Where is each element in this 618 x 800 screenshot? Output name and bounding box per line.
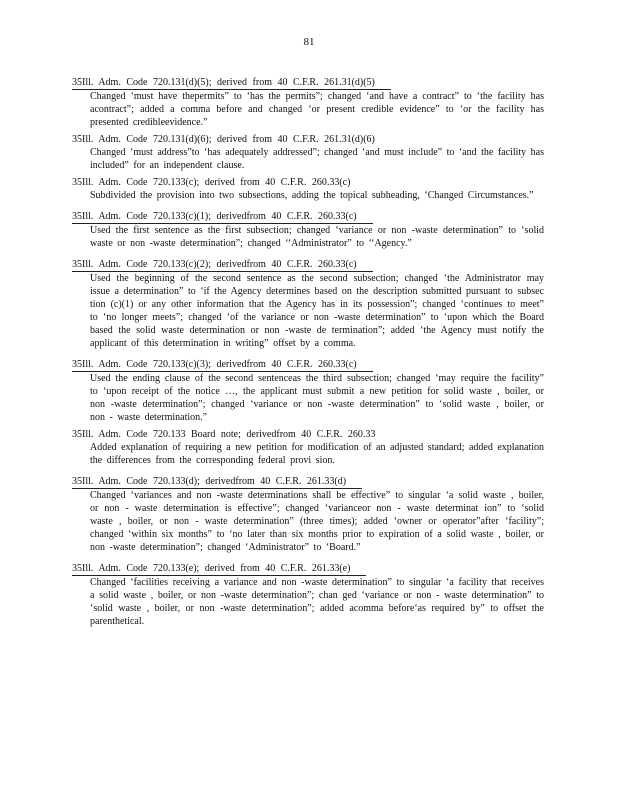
entry-720-131-d-5: [72, 72, 544, 129]
entry-720-133-board-note: [72, 428, 544, 467]
entry-720-133-c-1: [72, 206, 544, 250]
change-description: Used the beginning of the second sentence as the second subsection; changed ‘the Administrator may issue a determination” to ‘if the Agency determines based on the description submitted pursuant to subsec tion (c)(1) or any other information that the Agency has in its possession”; changed ‘continues to meet” to ‘no longer meets”; changed ‘of the variance or non -waste determination” to ‘upon which the Board based the solid waste determination or non -waste de termination”; added ‘the Agency must notify the applicant of this determination in writing” offset by a comma.: [90, 273, 544, 349]
entry-720-133-c: [72, 176, 544, 202]
citation: 35Ill. Adm. Code 720.133(e); derived from 40 C.F.R. 261.33(e): [72, 562, 366, 576]
entry-720-133-c-3: [72, 354, 544, 424]
change-description: Changed ‘variances and non -waste determinations shall be effective” to singular ‘a solid waste , boiler, or non - waste determination is effective”; changed ‘varianceor non - waste determinat ion” to ‘solid waste , boiler, or non - waste determination” (three times); added ‘owner or operator”after ‘facility”; changed ‘within six months” to ‘no later than six months prior to expiration of a solid waste , boiler, or non -waste determination”; changed ‘Administrator” to ‘Board.”: [90, 490, 544, 553]
page-number: 81: [303, 36, 315, 48]
citation: 35Ill. Adm. Code 720.133 Board note; derivedfrom 40 C.F.R. 260.33: [72, 429, 376, 440]
change-description: Used the ending clause of the second sentenceas the third subsection; changed ‘may require the facility” to ‘upon receipt of the notice …, the applicant must submit a new petition for solid waste , boiler, or non -waste determination”; changed ‘variance or non -waste determination” to ‘solid waste , boiler, or non - waste determination.”: [90, 373, 544, 423]
citation: 35Ill. Adm. Code 720.133(c)(2); derivedfrom 40 C.F.R. 260.33(c): [72, 258, 373, 272]
change-description: Used the first sentence as the first subsection; changed ‘variance or non -waste determination” to ‘solid waste or non -waste determination”; changed ‘‘Administrator” to ‘‘Agency.”: [90, 225, 544, 249]
change-description: Added explanation of requiring a new petition for modification of an adjusted standard; added explanation the differences from the corresponding federal provi sion.: [90, 442, 544, 466]
entry-720-131-d-6: [72, 133, 544, 172]
change-description: Subdivided the provision into two subsections, adding the topical subheading, ‘Changed Circumstances.”: [90, 190, 534, 201]
change-description: Changed ‘must address”to ‘has adequately addressed”; changed ‘and must include” to ‘and the facility has included” for an independent clause.: [90, 147, 544, 171]
derivation-entries: [72, 72, 544, 632]
citation: 35Ill. Adm. Code 720.133(c); derived from 40 C.F.R. 260.33(c): [72, 177, 351, 188]
citation: 35Ill. Adm. Code 720.133(c)(1); derivedfrom 40 C.F.R. 260.33(c): [72, 210, 373, 224]
entry-720-133-c-2: [72, 254, 544, 350]
citation: 35Ill. Adm. Code 720.131(d)(5); derived from 40 C.F.R. 261.31(d)(5): [72, 76, 391, 90]
citation: 35Ill. Adm. Code 720.133(d); derivedfrom 40 C.F.R. 261.33(d): [72, 475, 362, 489]
change-description: Changed ‘facilities receiving a variance and non -waste determination” to singular ‘a facility that receives a solid waste , boiler, or non -waste determination”; chan ged ‘variance or non - waste determination” to ‘solid waste , boiler, or non -waste determination”; added acomma before‘as required by” to offset the parenthetical.: [90, 577, 544, 627]
citation: 35Ill. Adm. Code 720.133(c)(3); derivedfrom 40 C.F.R. 260.33(c): [72, 358, 373, 372]
change-description: Changed ‘must have thepermits” to ‘has the permits”; changed ‘and have a contract” to ‘the facility has acontract”; added a comma before and changed ‘or present credible evidence” to ‘or the facility has presented credibleevidence.”: [90, 91, 544, 128]
entry-720-133-d: [72, 471, 544, 554]
citation: 35Ill. Adm. Code 720.131(d)(6); derived from 40 C.F.R. 261.31(d)(6): [72, 134, 375, 145]
entry-720-133-e: [72, 558, 544, 628]
